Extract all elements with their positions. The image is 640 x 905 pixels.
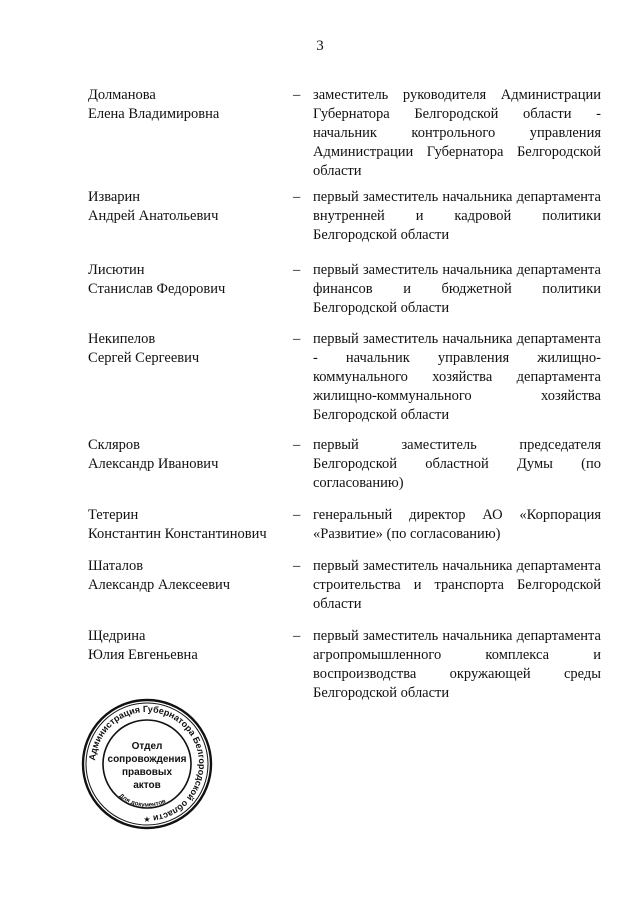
member-given-name: Константин Константинович <box>88 526 267 542</box>
member-given-name: Сергей Сергеевич <box>88 350 200 366</box>
member-given-name: Александр Алексеевич <box>88 577 231 593</box>
official-stamp <box>80 697 214 831</box>
member-surname: Шаталов <box>88 558 144 574</box>
stamp-ring-text: Администрация Губернатора Белгородской области <box>87 703 208 824</box>
stamp-center-line: актов <box>133 780 161 791</box>
separator-dash: – <box>293 558 301 574</box>
stamp-center-line: Отдел <box>131 741 163 752</box>
separator-dash: – <box>293 331 301 347</box>
member-position: первый заместитель начальника департамента финансов и бюджетной политики Белгородской области <box>313 262 601 316</box>
member-surname: Некипелов <box>88 331 156 347</box>
member-position: первый заместитель начальника департамента строительства и транспорта Белгородской области <box>313 558 601 612</box>
member-given-name: Андрей Анатольевич <box>88 208 219 224</box>
member-position: первый заместитель председателя Белгородской областной Думы (по согласованию) <box>313 437 601 491</box>
separator-dash: – <box>293 189 301 205</box>
stamp-center-line: сопровождения <box>107 754 187 765</box>
member-given-name: Елена Владимировна <box>88 106 220 122</box>
member-surname: Щедрина <box>88 628 146 644</box>
svg-text:Для документов <box>117 792 167 808</box>
member-surname: Изварин <box>88 189 141 205</box>
separator-dash: – <box>293 437 301 453</box>
member-surname: Лисютин <box>88 262 145 278</box>
member-position: генеральный директор АО «Корпорация «Развитие» (по согласованию) <box>313 507 601 542</box>
member-given-name: Александр Иванович <box>88 456 219 472</box>
member-position: первый заместитель начальника департамента внутренней и кадровой политики Белгородской области <box>313 189 601 243</box>
member-surname: Тетерин <box>88 507 139 523</box>
member-surname: Долманова <box>88 87 156 103</box>
separator-dash: – <box>293 507 301 523</box>
star-icon: ★ <box>143 815 151 824</box>
member-given-name: Юлия Евгеньевна <box>88 647 198 663</box>
separator-dash: – <box>293 87 301 103</box>
page-number: 3 <box>316 38 324 54</box>
stamp-center-line: правовых <box>121 767 173 778</box>
member-given-name: Станислав Федорович <box>88 281 226 297</box>
member-position: первый заместитель начальника департамента агропромышленного комплекса и воспроизводства окружающей среды Белгородской области <box>313 628 601 701</box>
member-surname: Скляров <box>88 437 140 453</box>
separator-dash: – <box>293 628 301 644</box>
stamp-bottom-text: Для документов <box>117 792 167 809</box>
member-position: заместитель руководителя Администрации Губернатора Белгородской области - начальник контрольного управления Администрации Губернатора Белгородской области <box>313 87 601 179</box>
separator-dash: – <box>293 262 301 278</box>
member-position: первый заместитель начальника департамента - начальник управления жилищно-коммунального хозяйства департамента жилищно-коммунального хозяйства Белгородской области <box>313 331 601 423</box>
